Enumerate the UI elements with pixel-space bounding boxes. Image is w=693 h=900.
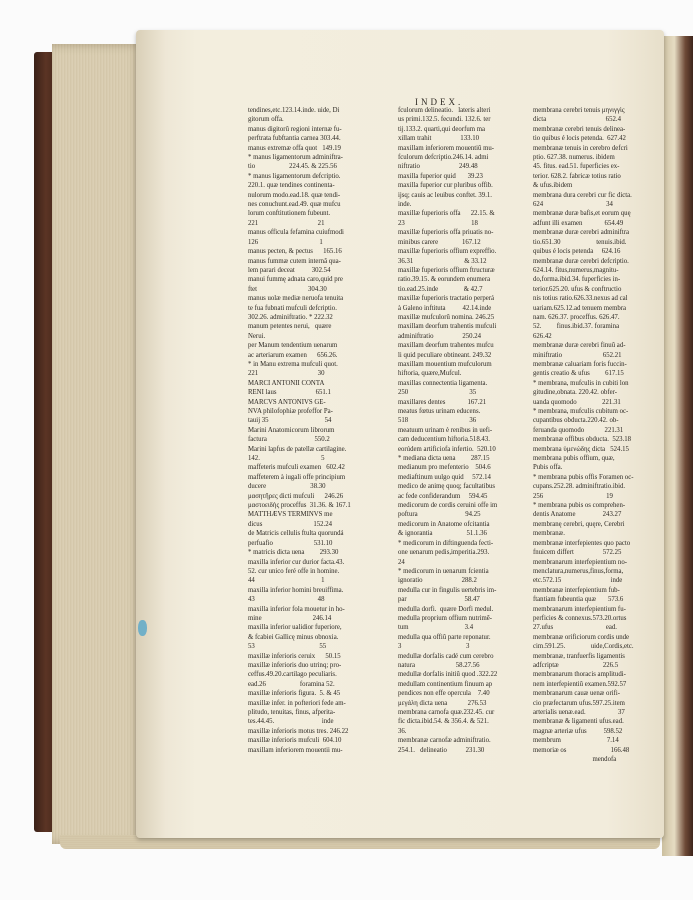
- index-entry-line: tio 224.45. & 225.56: [248, 163, 337, 171]
- page-stack-left: [52, 44, 144, 844]
- index-entry-line: eorúdem artificiofa infertio. 520.10: [398, 445, 496, 453]
- index-entry-line: * manus ligamentorum adminiftra-: [248, 154, 343, 162]
- index-entry-line: cupantibus obducta.220.42. ob-: [533, 417, 619, 425]
- index-entry-line: μεγάλη dicta uena 276.53: [398, 699, 487, 707]
- index-entry-line: * medicorum in diftinguenda fecti-: [398, 539, 494, 547]
- index-entry-line: membranæ duræ bafis,et eorum quę: [533, 210, 631, 218]
- index-entry-line: nes conuchunt.ead.49. quæ mufcu: [248, 201, 341, 209]
- index-column-3: [533, 106, 661, 796]
- index-entry-line: membranæ.: [533, 530, 565, 538]
- index-entry-line: fic dicta.ibid.54. & 356.4. & 521.: [398, 718, 489, 726]
- index-entry-line: 45. fitus. ead.51. fuperficies ex-: [533, 163, 620, 171]
- index-entry-line: medulla qua offiũ parte reponatur.: [398, 633, 491, 641]
- index-entry-line: gentis creatio & ufus 617.15: [533, 370, 624, 378]
- index-entry-line: MARCI ANTONII CONTA: [248, 379, 325, 387]
- index-entry-line: dentis Anatome 243.27: [533, 511, 622, 519]
- index-entry-line: * membrana pubis os comprehen-: [533, 502, 626, 510]
- index-entry-line: factura 550.2: [248, 436, 330, 444]
- index-entry-line: maxillam deorfum trahentis mufculi: [398, 323, 497, 331]
- index-entry-line: maxillæ inferioris figura. 5. & 45: [248, 690, 341, 698]
- index-entry-line: medulla proprium offium nutrimẽ-: [398, 614, 493, 622]
- index-entry-line: lorum conftitutionem fubeunt.: [248, 210, 331, 218]
- index-entry-line: 518 36: [398, 417, 477, 425]
- index-entry-line: medico de animę quoq; facultatibus: [398, 483, 496, 491]
- index-entry-line: tendines,etc.123.14.inde. uide, Di: [248, 107, 340, 114]
- index-entry-line: ftet 304.30: [248, 285, 327, 293]
- index-entry-line: tauij 35 54: [248, 417, 332, 425]
- index-entry-line: membranæ orificiorum cordis unde: [533, 633, 630, 641]
- index-entry-line: ac arteriarum examen 656.26.: [248, 351, 338, 359]
- index-entry-line: membranę cerebri, quęre, Cerebri: [533, 520, 625, 528]
- index-entry-line: maxillares dentes 167.21: [398, 398, 487, 406]
- index-entry-line: 626.42: [533, 332, 552, 340]
- index-entry-line: one uenarum pedis,imperitia.293.: [398, 549, 490, 557]
- index-entry-line: ducere 38.30: [248, 483, 326, 491]
- index-entry-line: pendices non effe opercula 7.40: [398, 690, 490, 698]
- index-entry-line: * manus ligamentorum defcriptio.: [248, 172, 341, 180]
- index-entry-line: Marini Anatomicorum librorum: [248, 426, 335, 434]
- index-entry-line: de Matricis cellulis ftulta quorundá: [248, 530, 344, 538]
- index-entry-line: maffeteris mufculi examen 602.42: [248, 464, 345, 472]
- index-entry-line: maxillam mouentium mufculorum: [398, 360, 492, 368]
- index-entry-line: uanda quomodo 221.31: [533, 398, 621, 406]
- index-entry-line: * medicorum in uenarum fcientia: [398, 567, 489, 575]
- index-entry-line: manus fummæ cutem internâ qua-: [248, 257, 341, 265]
- index-entry-line: 256 19: [533, 492, 613, 500]
- index-entry-line: minibus carere 167.12: [398, 238, 481, 246]
- index-entry-line: maxillæ inferioris mufculi 604.10: [248, 737, 342, 745]
- index-entry-line: magnæ arteriæ ufus 598.52: [533, 727, 623, 735]
- index-entry-line: 3 3: [398, 643, 470, 651]
- index-entry-line: * mediana dicta uena 287.15: [398, 455, 490, 463]
- index-entry-line: membrana cerebri tenuis μηνιγγὶς: [533, 107, 625, 114]
- index-entry-line: 36.31 & 33.12: [398, 257, 487, 265]
- index-entry-line: membrana carnofa quæ.232.45. cur: [398, 709, 495, 716]
- index-entry-line: tes.44.45. inde: [248, 718, 334, 726]
- index-entry-line: meatuum urinam è renibus in uefi-: [398, 426, 493, 434]
- index-entry-line: à Galeno inftituta 42.14.inde: [398, 304, 492, 312]
- index-entry-line: & ufus.ibidem: [533, 182, 573, 190]
- index-entry-line: maxilla fuperior quid 39.23: [398, 172, 483, 180]
- index-entry-line: quibus é locis petenda 624.16: [533, 248, 621, 256]
- index-entry-line: tio quibus é locis petenda. 627.42: [533, 135, 626, 143]
- index-entry-line: cupans.252.28. adminiftratio.ibid.: [533, 483, 626, 491]
- index-entry-line: 52. cur unico feré offe in homine.: [248, 567, 340, 575]
- index-entry-line: * membrana, mufculis in cubiti lon: [533, 379, 629, 387]
- index-entry-line: membranarum interfepientium fu-: [533, 605, 626, 613]
- index-entry-line: medullæ dorfalis initiũ quod .322.22: [398, 671, 498, 679]
- index-entry-line: nulorum modo.ead.18. quæ tendi-: [248, 191, 341, 199]
- index-entry-line: us primi.132.5. fecundi. 132.6. ter: [398, 116, 491, 124]
- index-entry-line: gitudine,obnata. 220.42. obfer-: [533, 389, 618, 397]
- index-entry-line: membranæ, tranfuerfis ligamentis: [533, 652, 625, 660]
- index-entry-line: hiftoria, quære,Mufcul.: [398, 370, 462, 378]
- index-entry-line: maxillæ fuperioris offa 22.15. &: [398, 210, 495, 218]
- index-entry-line: maxilla inferior ualidior fuperiore,: [248, 624, 342, 632]
- index-entry-line: 250 35: [398, 389, 477, 397]
- index-entry-line: memoriæ os 166.48: [533, 746, 630, 754]
- index-entry-line: MARCVS ANTONIVS GE-: [248, 398, 326, 406]
- index-entry-line: maxillæ fuperioris offium expreffio.: [398, 248, 497, 256]
- index-entry-line: * membrana pubis offis Foramen oc-: [533, 473, 634, 481]
- index-entry-line: ac fede confiderandum 594.45: [398, 492, 488, 500]
- index-entry-line: manus extremæ offa quot 149.19: [248, 144, 341, 152]
- index-entry-line: manus digitorũ regioni internæ fu-: [248, 125, 342, 133]
- index-entry-line: & fcabiei Gallicę minus obnoxia.: [248, 633, 339, 641]
- page-header: INDEX.: [415, 97, 464, 107]
- index-entry-line: do,forma.ibid.34. fuperficies in-: [533, 276, 621, 284]
- index-entry-line: feruanda quomodo 221.31: [533, 426, 624, 434]
- index-entry-line: per Manum tendentium uenarum: [248, 342, 338, 350]
- index-entry-line: membranæ cerebri tenuis delinea-: [533, 125, 626, 133]
- index-entry-line: adfunt illi examen 654.49: [533, 219, 624, 227]
- index-entry-line: cam deducentium hiftoria.518.43.: [398, 436, 490, 444]
- index-entry-line: 23 18: [398, 219, 478, 227]
- index-entry-line: membranæ offibus obducta. 523.18: [533, 436, 632, 444]
- index-column-2: [398, 106, 528, 754]
- page-stack-right: [662, 36, 693, 856]
- index-entry-line: tio.ead.25.inde & 42.7: [398, 285, 483, 293]
- index-entry-line: etc.572.15 inde: [533, 577, 623, 585]
- index-entry-line: te fua fubnati mufculi defcriptio.: [248, 304, 337, 312]
- index-entry-line: meatus fœtus urinam educens.: [398, 408, 481, 415]
- index-entry-line: membranarum thoracis amplitudi-: [533, 671, 626, 679]
- index-entry-line: medianum pro mefenterio 504.6: [398, 464, 491, 472]
- index-entry-line: Nerui.: [248, 332, 266, 340]
- index-entry-line: Pubis offa.: [533, 464, 563, 472]
- index-entry-line: 221 30: [248, 370, 325, 378]
- index-entry-line: 43 48: [248, 596, 325, 604]
- index-entry-line: nem interfepientiũ examen.592.57: [533, 680, 627, 688]
- index-entry-line: maxillæ inferioris motus tres. 246.22: [248, 727, 349, 735]
- index-entry-line: mendofa: [533, 756, 617, 764]
- index-entry-line: ftantiam fubeuntia quæ 573.6: [533, 596, 624, 604]
- index-entry-line: membrana ὑμενώδης dicta 524.15: [533, 445, 629, 453]
- index-entry-line: arterialis uenæ.ead. 37: [533, 709, 625, 716]
- index-entry-line: nam. 626.37. proceffus. 626.47.: [533, 313, 620, 321]
- index-entry-line: gitorum offa.: [248, 116, 284, 124]
- index-entry-line: maxillam inferiorem mouentii mu-: [248, 746, 343, 754]
- index-entry-line: mediaftinum uulgo quid 572.14: [398, 473, 491, 481]
- index-entry-line: dicus 152.24: [248, 520, 333, 528]
- index-entry-line: manus uolæ mediæ neruofa tenuita: [248, 295, 344, 303]
- index-entry-line: adminiftratio 250.24: [398, 332, 482, 340]
- index-entry-line: ceffus.49.20.cartilago peculiaris.: [248, 671, 337, 679]
- index-entry-line: membranæ tenuis in cerebro defcri: [533, 144, 628, 152]
- index-entry-line: 24: [398, 558, 405, 566]
- index-entry-line: menclatura,numerus,finus,forma,: [533, 567, 624, 575]
- index-entry-line: manui fummę adnata caro,quid pre: [248, 276, 343, 284]
- index-entry-line: 624.14. fitus,numerus,magnitu-: [533, 266, 619, 274]
- index-entry-line: & ignorantia 51.1.36: [398, 530, 487, 538]
- index-entry-line: maxillæ fuperioris tractatio perperá: [398, 295, 495, 303]
- index-entry-line: Marini lapfus de patellæ cartilagine.: [248, 445, 347, 453]
- index-entry-line: μαστοειδὴς proceffus 31.36. & 167.1: [248, 502, 351, 510]
- index-entry-line: 44 1: [248, 577, 325, 585]
- index-entry-line: perfuafio 531.10: [248, 539, 333, 547]
- index-entry-line: 221 21: [248, 219, 325, 227]
- index-entry-line: maxillæ mufculorũ nomina. 246.25: [398, 313, 495, 321]
- index-entry-line: terior. 628.2. fabricæ totius ratio: [533, 172, 621, 180]
- index-entry-line: medullam continentium finuum ap: [398, 680, 493, 688]
- index-entry-line: membranæ duræ cerebri adminiftra: [533, 229, 630, 237]
- index-entry-line: membranæ & ligamenti ufus.ead.: [533, 718, 624, 726]
- index-entry-line: perficies & connexus.573.20.ortus: [533, 614, 627, 622]
- index-entry-line: maxillæ fuperioris offium ftructuræ: [398, 266, 495, 274]
- index-entry-line: miniftratio 652.21: [533, 351, 622, 359]
- index-entry-line: par 58.47: [398, 596, 480, 604]
- index-entry-line: maxilla inferior fola mouetur in ho-: [248, 605, 345, 613]
- index-entry-line: lem parari deceat 302.54: [248, 266, 331, 274]
- index-entry-line: medulla dorfi. quære Dorfi medul.: [398, 605, 494, 613]
- index-entry-line: membrana dura cerebri cur fic dicta.: [533, 191, 632, 199]
- index-entry-line: 27.ufus ead.: [533, 624, 618, 632]
- index-entry-line: membranæ duræ cerebri defcriptio.: [533, 257, 629, 265]
- index-entry-line: niftratio 249.48: [398, 163, 478, 171]
- index-entry-line: 142. 5: [248, 455, 325, 463]
- index-entry-line: ijsq; cauis ac leuibus conftet. 39.1.: [398, 191, 493, 199]
- index-entry-line: adfcriptæ 226.5: [533, 661, 619, 669]
- index-entry-line: fculorum defcriptio.246.14. admi: [398, 154, 489, 162]
- index-entry-line: manum petentes nerui, quære: [248, 323, 332, 331]
- index-entry-line: manus pecten, & pectus 165.16: [248, 248, 342, 256]
- index-entry-line: mine 246.14: [248, 614, 332, 622]
- index-entry-line: terior.625.20. ufus & conftructio: [533, 285, 622, 293]
- index-entry-line: 254.1. delineatio 231.30: [398, 746, 485, 754]
- index-entry-line: maffeterem à iugali offe principium: [248, 473, 346, 481]
- index-entry-line: tio.651.30 tenuis.ibid.: [533, 238, 627, 246]
- index-entry-line: natura 58.27.56: [398, 661, 480, 669]
- index-entry-line: maxillam inferiorem mouentiũ mu-: [398, 144, 495, 152]
- index-entry-line: cim.591.25. uide,Cordis,etc.: [533, 643, 634, 651]
- index-entry-line: membranæ interfepientium fub-: [533, 586, 620, 594]
- index-entry-line: medullæ dorfalis cadé cum cerebro: [398, 652, 494, 660]
- index-entry-line: 220.1. quæ tendines continenta-: [248, 182, 335, 190]
- index-entry-line: medulla cur in fingulis uertebris im-: [398, 586, 497, 594]
- index-entry-line: maxillæ inferioris duo utrinq; pro-: [248, 661, 342, 669]
- index-entry-line: ratio.39.15. & eorundem enumera: [398, 276, 491, 284]
- index-entry-line: ead.26 foramina 52.: [248, 680, 335, 688]
- index-entry-line: membrana pubis offium, quæ,: [533, 455, 615, 463]
- index-entry-line: RENI laus 651.1: [248, 389, 331, 397]
- index-entry-line: * matricis dicta uena 293.30: [248, 549, 339, 557]
- index-entry-line: maxillæ inferioris ceruix 50.15: [248, 652, 341, 660]
- index-entry-line: MATTHÆVS TERMINVS me: [248, 511, 333, 519]
- index-entry-line: tij.133.2. quarti,qui deorfum ma: [398, 125, 486, 133]
- index-entry-line: dicta 652.4: [533, 116, 621, 124]
- index-entry-line: medicorum de cordis ceruini offe im: [398, 502, 498, 510]
- index-entry-line: ignoratio 288.2: [398, 577, 477, 585]
- index-entry-line: maxillam deorfum trahentes mufcu: [398, 342, 494, 350]
- blue-stain: [138, 620, 147, 636]
- index-entry-line: fnuicem differt 572.25: [533, 549, 622, 557]
- book-cover-edge: [34, 52, 54, 832]
- index-entry-line: membranæ duræ cerebri finuũ ad-: [533, 342, 626, 350]
- index-entry-line: 302.26. adminiftratio. * 222.32: [248, 313, 333, 321]
- index-entry-line: inde.: [398, 201, 412, 209]
- index-entry-line: perftrata fubftantia carnea 303.44.: [248, 135, 341, 143]
- index-entry-line: membrum 7.14: [533, 737, 619, 745]
- index-entry-line: 624 34: [533, 201, 613, 209]
- index-entry-line: * membrana, mufculis cubitum oc-: [533, 408, 629, 415]
- index-entry-line: maxilla inferior homini breuiffima.: [248, 586, 344, 594]
- index-entry-line: xillam trahit 133.10: [398, 135, 479, 143]
- index-entry-line: maxilla inferior cur durior facta.43.: [248, 558, 345, 566]
- index-entry-line: membranæ carnofæ adminiftratio.: [398, 737, 491, 745]
- index-entry-line: 126 1: [248, 238, 323, 246]
- index-entry-line: 52. finus.ibid.37. foramina: [533, 323, 620, 331]
- index-entry-line: membranarum cauæ uenæ orifi-: [533, 690, 621, 698]
- index-entry-line: fculorum delineatio. lateris alteri: [398, 107, 491, 114]
- index-entry-line: membranarum interfepientium no-: [533, 558, 627, 566]
- index-entry-line: poftura 94.25: [398, 511, 481, 519]
- index-entry-line: ptio. 627.38. numerus. ibidem: [533, 154, 615, 162]
- index-entry-line: μασητῆρες dicti mufculi 246.26: [248, 492, 344, 500]
- index-entry-line: membranæ interfepientes quo pacto: [533, 539, 631, 547]
- index-entry-line: plitudo, tenuitas, finus, afperita-: [248, 709, 336, 716]
- index-entry-line: uariam.625.12.ad tenuem membra: [533, 304, 627, 312]
- index-entry-line: NVA philofophiæ profeffor Pa-: [248, 408, 333, 415]
- index-entry-line: medicorum in Anatome ofcitantia: [398, 520, 490, 528]
- index-entry-line: tum 3.4: [398, 624, 474, 632]
- index-column-1: [248, 106, 388, 754]
- index-entry-line: manus officula fefamina cuiufmodi: [248, 229, 344, 237]
- index-entry-line: cio præfectarum ufus.597.25.item: [533, 699, 625, 707]
- index-entry-line: * in Manu extrema mufculi quot.: [248, 360, 338, 368]
- index-entry-line: maxilla fuperior cur pluribus offib.: [398, 182, 493, 190]
- index-entry-line: nis totius ratio.626.33.nexus ad cal: [533, 295, 628, 303]
- index-entry-line: 53 55: [248, 643, 327, 651]
- index-entry-line: maxillas connectentia ligamenta.: [398, 379, 488, 387]
- index-entry-line: 36.: [398, 727, 407, 735]
- index-entry-line: maxillæ fuperioris offa priuatis no-: [398, 229, 494, 237]
- index-entry-line: membranæ caluariam foris fuccin-: [533, 360, 627, 368]
- index-entry-line: maxillæ infer. in pofteriori fede am-: [248, 699, 346, 707]
- index-entry-line: li quid peculiare obtineant. 249.32: [398, 351, 492, 359]
